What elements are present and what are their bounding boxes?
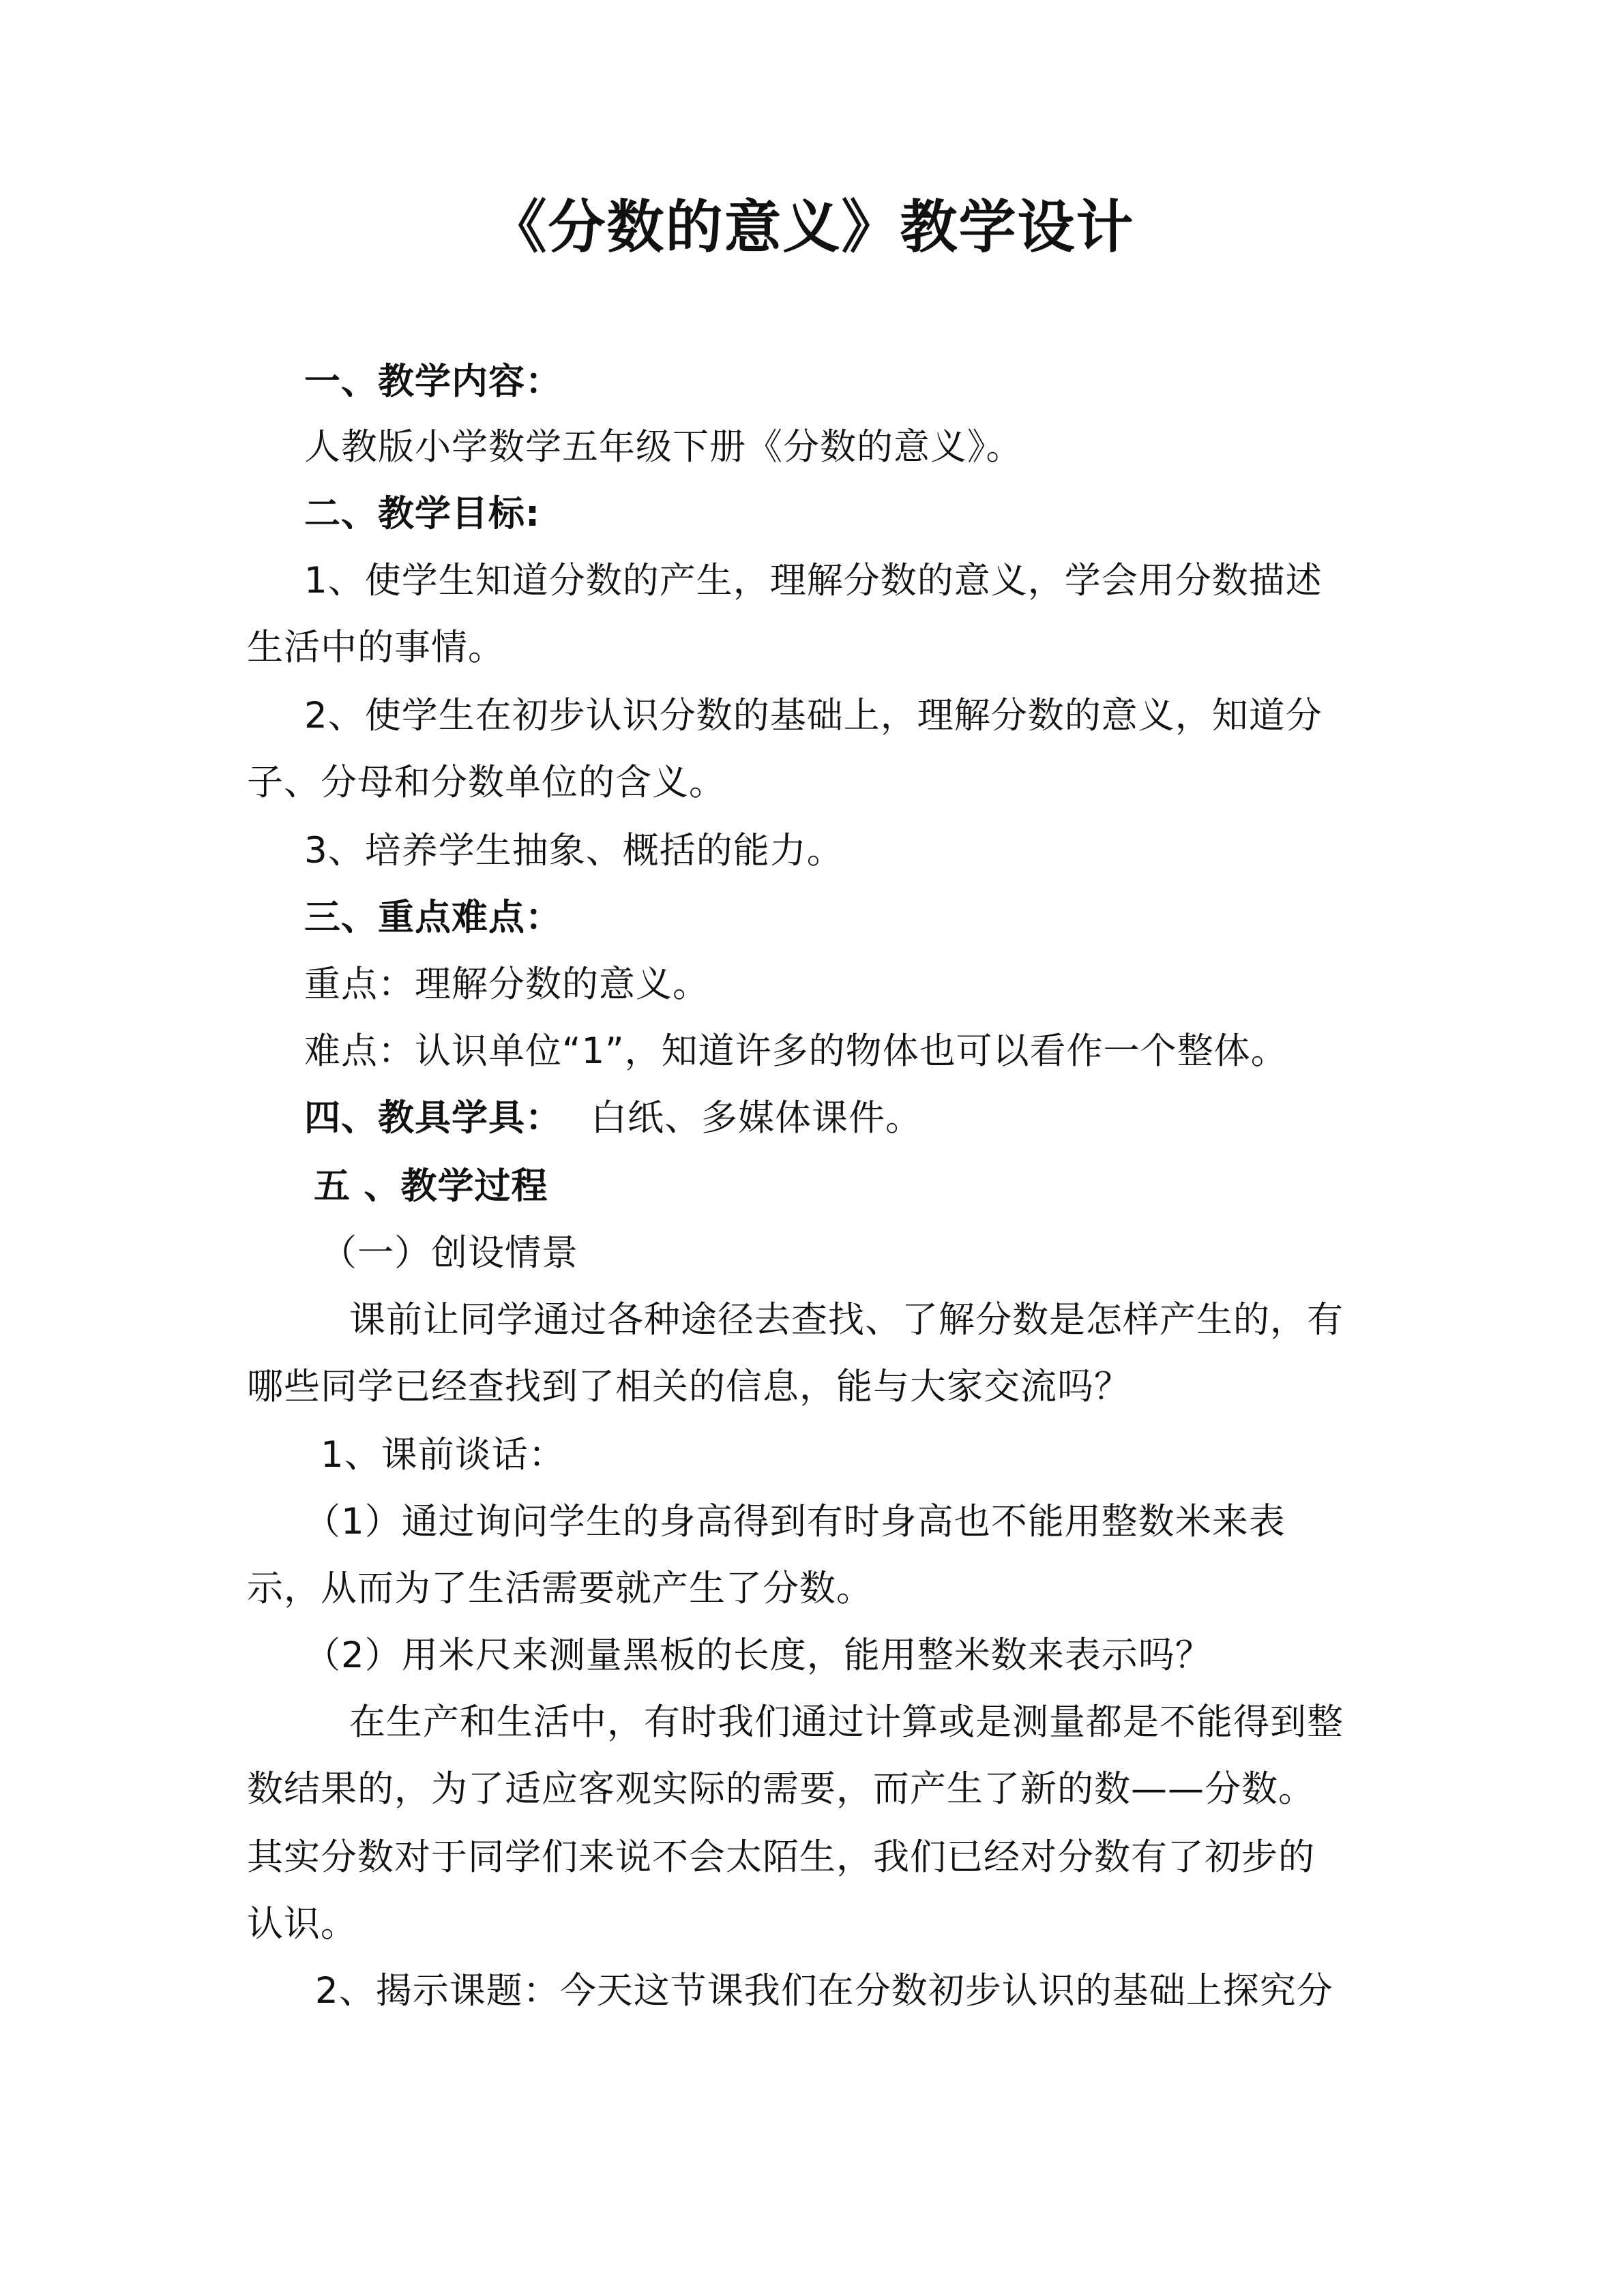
section-1-text: 人教版小学数学五年级下册《分数的意义》。 (304, 426, 1023, 468)
section-5-heading: 五 、教学过程 (314, 1165, 548, 1207)
goal-1-line-1: 1、使学生知道分数的产生，理解分数的意义，学会用分数描述 (304, 560, 1323, 601)
section-4-row (304, 1091, 922, 1146)
paragraph-2-line-2: 数结果的，为了适应客观实际的需要，而产生了新的数——分数。 (247, 1768, 1315, 1810)
key-point: 重点：理解分数的意义。 (304, 964, 709, 1005)
item-2: 2、揭示课题：今天这节课我们在分数初步认识的基础上探究分 (315, 1970, 1333, 2012)
item-1: 1、课前谈话： (321, 1434, 565, 1476)
section-4-heading: 四、教具学具： (304, 1097, 562, 1139)
item-1-2: （2）用米尺来测量黑板的长度，能用整米数来表示吗？ (304, 1635, 1212, 1676)
section-4-text: 白纸、多媒体课件。 (591, 1097, 922, 1139)
goal-2-line-2: 子、分母和分数单位的含义。 (247, 762, 726, 803)
item-1-1-line-1: （1）通过询问学生的身高得到有时身高也不能用整数米来表 (304, 1501, 1286, 1542)
section-1-heading: 一、教学内容： (304, 361, 562, 402)
paragraph-2-line-1: 在生产和生活中，有时我们通过计算或是测量都是不能得到整 (349, 1701, 1344, 1743)
difficulty-point: 难点：认识单位“1”，知道许多的物体也可以看作一个整体。 (304, 1030, 1288, 1072)
section-5-subheading: （一）创设情景 (321, 1232, 578, 1274)
section-3-heading: 三、重点难点： (304, 897, 562, 938)
item-1-1-line-2: 示，从而为了生活需要就产生了分数。 (247, 1568, 873, 1609)
document-title: 《分数的意义》教学设计 (489, 194, 1135, 260)
section-2-heading: 二、教学目标: (304, 493, 541, 535)
paragraph-2-line-3: 其实分数对于同学们来说不会太陌生，我们已经对分数有了初步的 (247, 1836, 1315, 1878)
goal-2-line-1: 2、使学生在初步认识分数的基础上，理解分数的意义，知道分 (304, 695, 1323, 736)
paragraph-2-line-4: 认识。 (247, 1903, 357, 1945)
goal-3: 3、培养学生抽象、概括的能力。 (304, 830, 844, 871)
paragraph-1-line-2: 哪些同学已经查找到了相关的信息，能与大家交流吗？ (247, 1366, 1131, 1407)
paragraph-1-line-1: 课前让同学通过各种途径去查找、了解分数是怎样产生的，有 (349, 1299, 1344, 1341)
goal-1-line-2: 生活中的事情。 (247, 627, 505, 668)
